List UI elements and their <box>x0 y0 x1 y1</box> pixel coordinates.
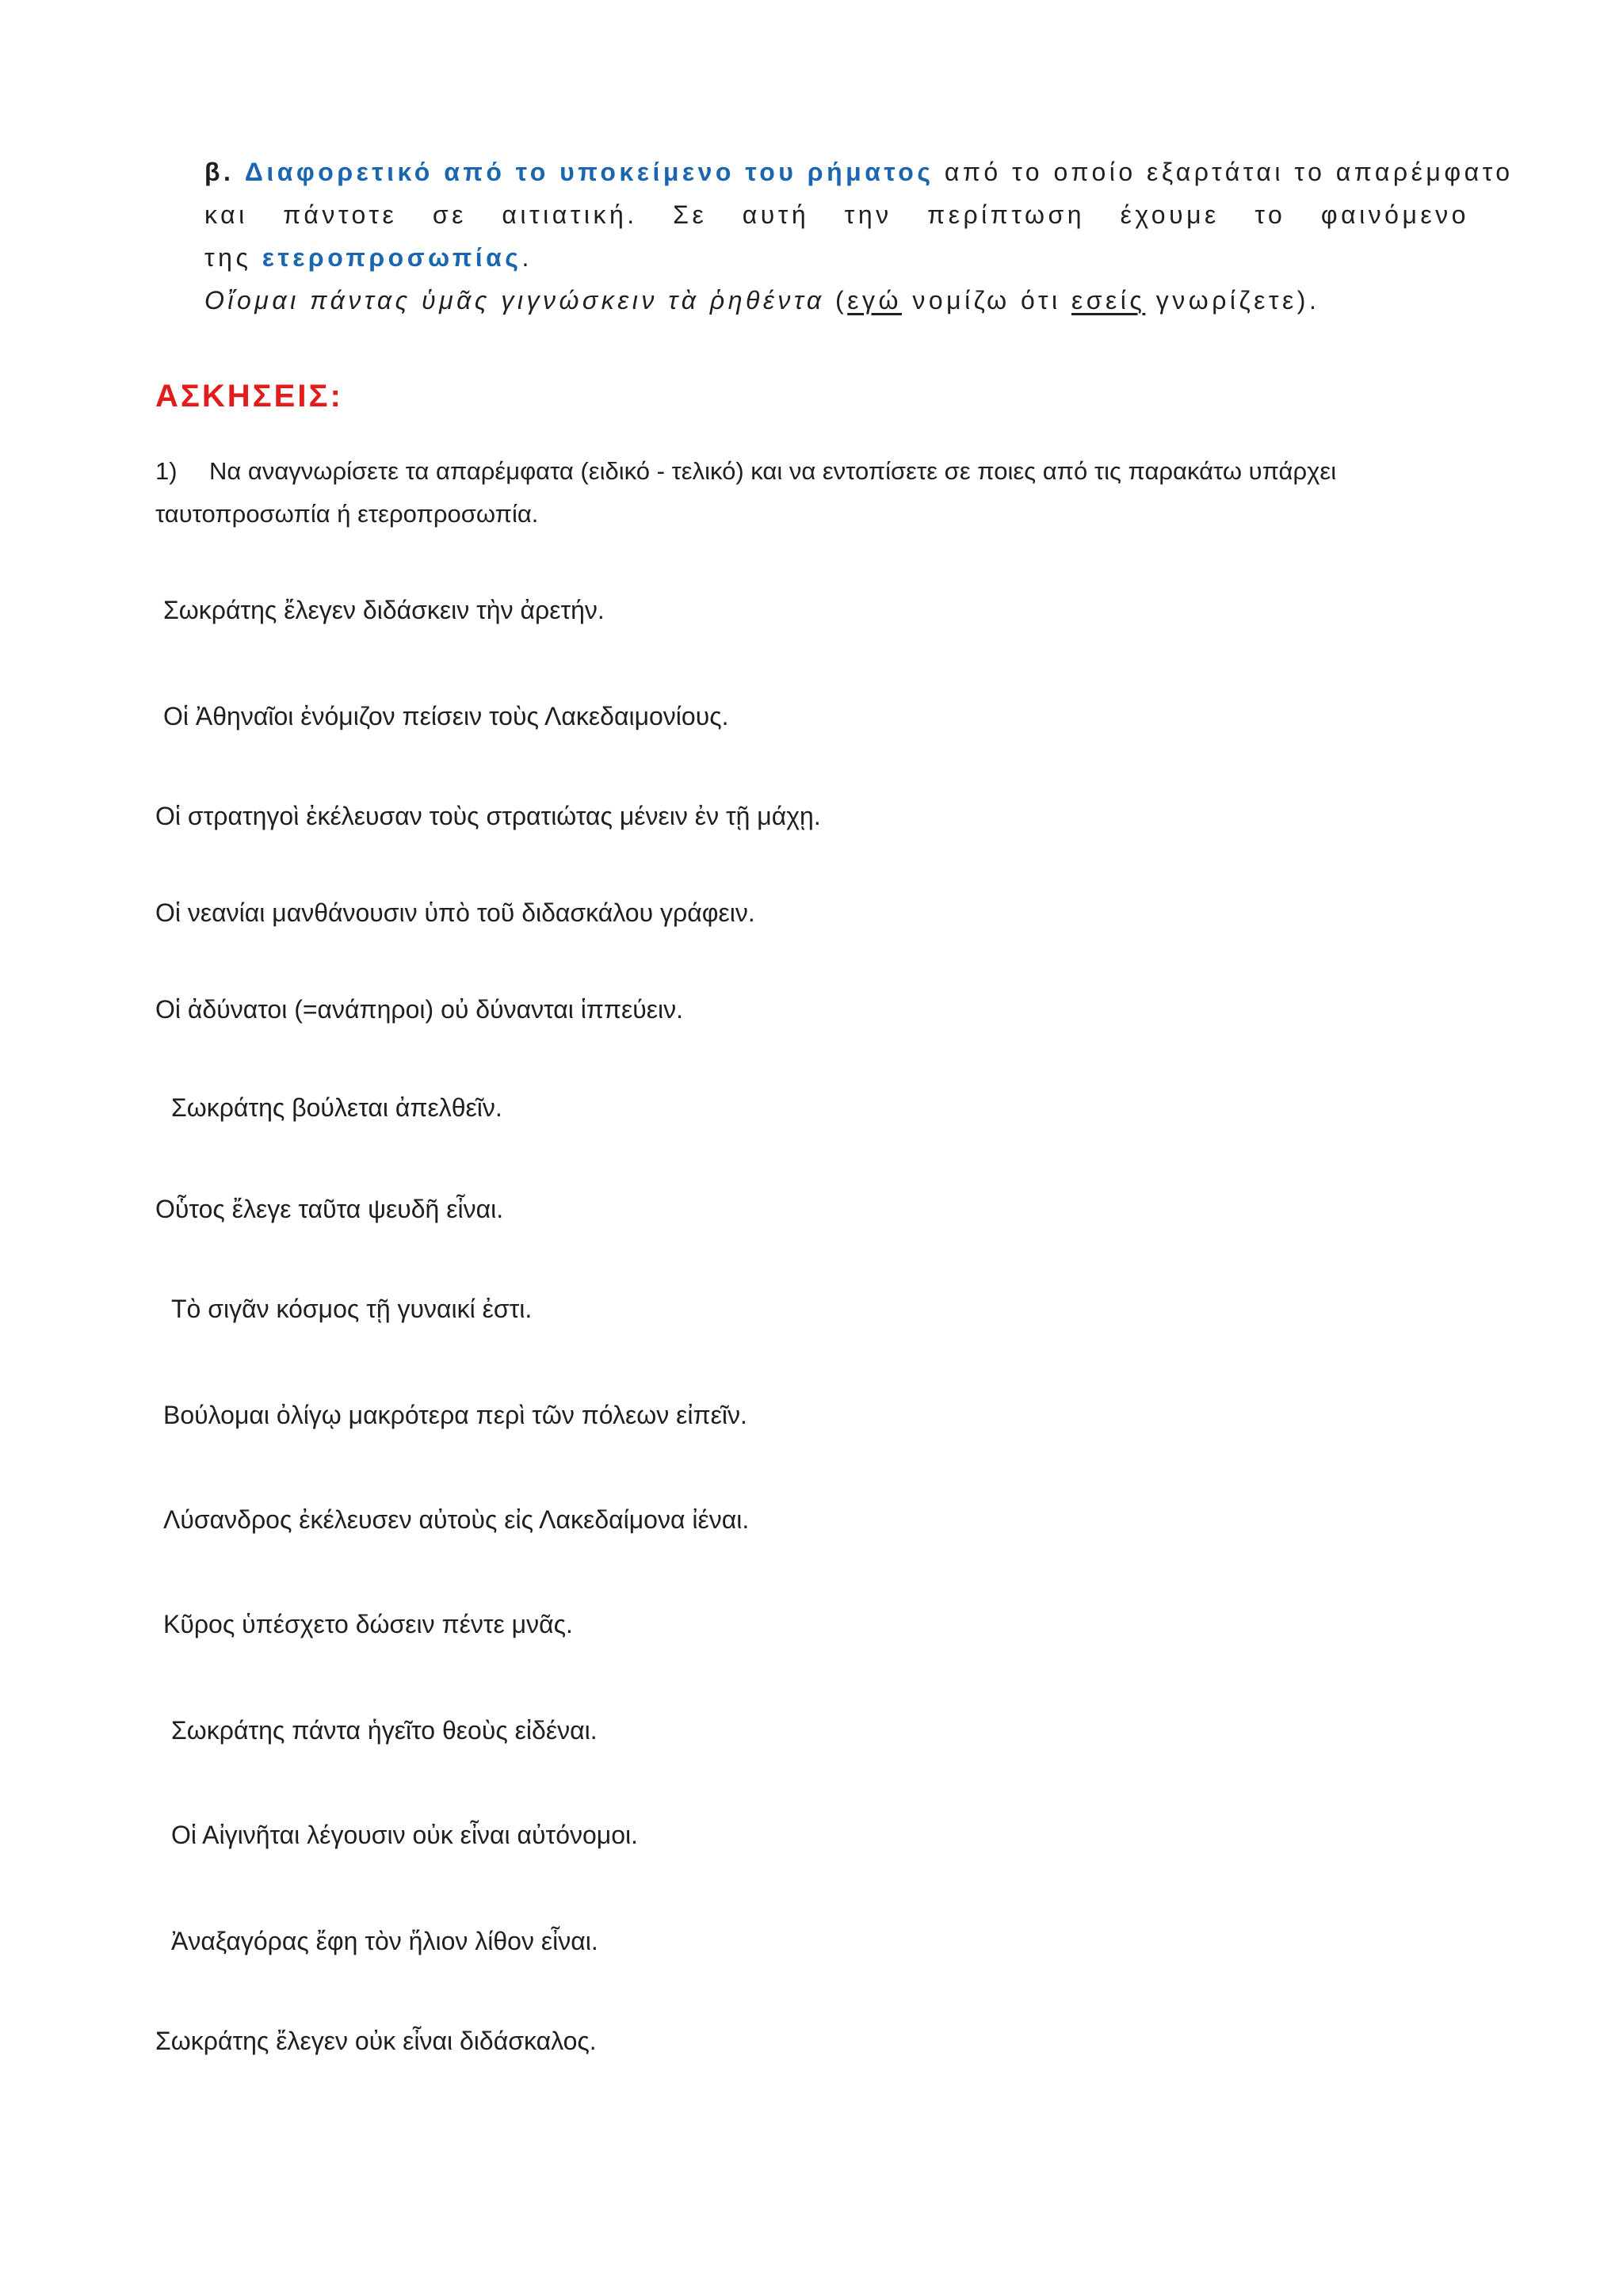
rule-line3-prefix: της <box>204 243 252 272</box>
example-eseis: εσείς <box>1071 286 1146 315</box>
sentence-item: Σωκράτης πάντα ἡγεῖτο θεοὺς εἰδέναι. <box>171 1716 598 1745</box>
rule-example <box>204 279 1472 322</box>
rule-word: σε <box>432 200 467 229</box>
sentence-item: Οἱ ἀδύνατοι (=ανάπηροι) οὐ δύνανται ἱππεύειν. <box>155 995 684 1024</box>
exercise-instruction <box>155 450 1487 536</box>
sentence-item: Οἱ Αἰγινῆται λέγουσιν οὐκ εἶναι αὐτόνομοι. <box>171 1821 639 1849</box>
rule-paragraph <box>204 151 1514 322</box>
example-greek: Οἴομαι πάντας ὑμᾶς γιγνώσκειν τὰ ῥηθέντα <box>204 286 825 315</box>
rule-line-2 <box>204 193 1469 236</box>
sentence-item: Οἱ Ἀθηναῖοι ἐνόμιζον πείσειν τοὺς Λακεδαιμονίους. <box>163 702 729 730</box>
rule-line-3 <box>204 236 1472 279</box>
rule-word: το <box>1254 200 1286 229</box>
rule-word: έχουμε <box>1120 200 1220 229</box>
rule-marker: β. <box>204 158 235 186</box>
sentence-item: Οἱ νεανίαι μανθάνουσιν ὑπὸ τοῦ διδασκάλου γράφειν. <box>155 898 755 927</box>
sentence-item: Λύσανδρος ἐκέλευσεν αὐτοὺς εἰς Λακεδαίμονα ἰέναι. <box>163 1505 750 1534</box>
rule-word: Σε <box>673 200 708 229</box>
exercise-number: 1) <box>155 457 178 485</box>
sentence-item: Σωκράτης βούλεται ἀπελθεῖν. <box>171 1093 502 1122</box>
example-mid: νομίζω ότι <box>901 286 1071 315</box>
rule-term-heteroprosopia: ετεροπροσωπίας <box>262 243 522 272</box>
example-ego: εγώ <box>847 286 902 315</box>
exercise-instruction-line-1 <box>155 450 1487 493</box>
sentence-item: Τὸ σιγᾶν κόσμος τῇ γυναικί ἐστι. <box>171 1295 533 1323</box>
sentence-item: Οἱ στρατηγοὶ ἐκέλευσαν τοὺς στρατιώτας μένειν ἐν τῇ μάχῃ. <box>155 802 821 830</box>
rule-line1-rest: από το οποίο εξαρτάται το απαρέμφατο <box>944 158 1514 186</box>
sentence-item: Βούλομαι ὀλίγῳ μακρότερα περὶ τῶν πόλεων εἰπεῖν. <box>163 1401 747 1429</box>
sentence-item: Ἀναξαγόρας ἔφη τὸν ἥλιον λίθον εἶναι. <box>171 1927 598 1955</box>
rule-word: φαινόμενο <box>1320 200 1469 229</box>
example-end: γνωρίζετε). <box>1145 286 1320 315</box>
sentence-item: Σωκράτης ἔλεγεν διδάσκειν τὴν ἀρετήν. <box>163 596 605 624</box>
rule-word: αιτιατική. <box>502 200 638 229</box>
sentence-item: Κῦρος ὑπέσχετο δώσειν πέντε μνᾶς. <box>163 1610 573 1638</box>
rule-word: αυτή <box>742 200 810 229</box>
rule-word: και <box>204 200 248 229</box>
rule-word: την <box>844 200 892 229</box>
sentence-item: Σωκράτης ἔλεγεν οὐκ εἶναι διδάσκαλος. <box>155 2027 597 2055</box>
rule-word: περίπτωση <box>927 200 1086 229</box>
rule-heading: Διαφορετικό από το υποκείμενο του ρήματος <box>244 158 934 186</box>
rule-line3-end: . <box>521 243 533 272</box>
rule-line-1 <box>204 151 1514 193</box>
exercise-instruction-text: Να αναγνωρίσετε τα απαρέμφατα (ειδικό - τελικό) και να εντοπίσετε σε ποιες από τις παρακάτω υπάρχει <box>209 457 1337 485</box>
rule-word: πάντοτε <box>283 200 398 229</box>
example-open: ( <box>824 286 848 315</box>
exercise-instruction-line-2: ταυτοπροσωπία ή ετεροπροσωπία. <box>155 500 539 528</box>
sentence-item: Οὗτος ἔλεγε ταῦτα ψευδῆ εἶναι. <box>155 1195 504 1223</box>
section-title: ΑΣΚΗΣΕΙΣ: <box>155 379 343 414</box>
